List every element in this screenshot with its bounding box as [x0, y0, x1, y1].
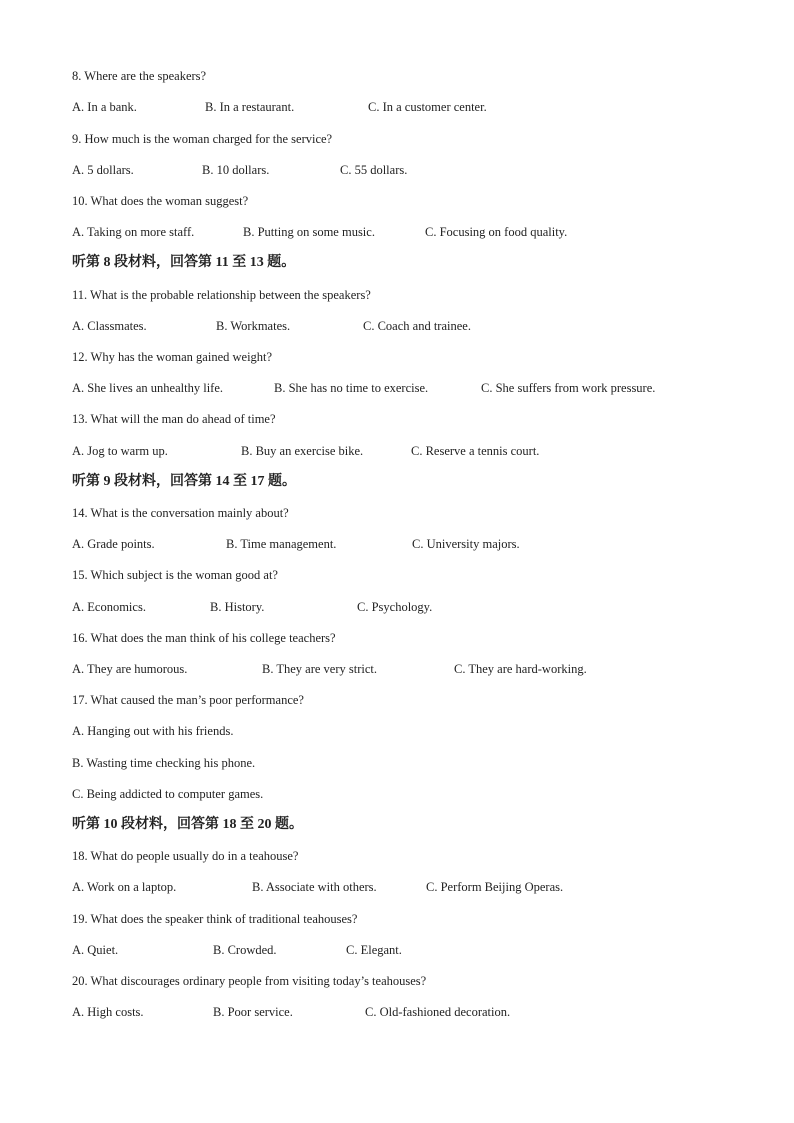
option-b: B. History. [210, 600, 265, 614]
option-a: A. Classmates. [72, 319, 147, 333]
options-row [72, 380, 732, 396]
section-heading: 听第 10 段材料，回答第 18 至 20 题。 [72, 817, 303, 832]
options-row [72, 318, 732, 334]
option-c: C. In a customer center. [368, 100, 487, 114]
question-19: 19. What does the speaker think of traditional teahouses? [72, 912, 358, 926]
question-17: 17. What caused the man’s poor performance? [72, 693, 304, 707]
option-a: A. In a bank. [72, 100, 137, 114]
option-b: B. Associate with others. [252, 880, 377, 894]
option-b: B. Poor service. [213, 1005, 293, 1019]
option-a: A. Grade points. [72, 537, 155, 551]
section-heading: 听第 8 段材料，回答第 11 至 13 题。 [72, 255, 296, 270]
option-c: C. Reserve a tennis court. [411, 444, 540, 458]
option-b: B. Crowded. [213, 943, 277, 957]
option-c: C. Elegant. [346, 943, 402, 957]
question-15: 15. Which subject is the woman good at? [72, 568, 278, 582]
option-a: A. She lives an unhealthy life. [72, 381, 224, 395]
option-c: C. She suffers from work pressure. [481, 381, 656, 395]
option-a: A. 5 dollars. [72, 163, 134, 177]
question-16: 16. What does the man think of his college teachers? [72, 631, 336, 645]
question-18: 18. What do people usually do in a teahouse? [72, 849, 299, 863]
option-b: B. Buy an exercise bike. [241, 444, 364, 458]
question-13: 13. What will the man do ahead of time? [72, 412, 276, 426]
question-9: 9. How much is the woman charged for the service? [72, 132, 333, 146]
options-row [72, 443, 732, 459]
options-row [72, 224, 732, 240]
option-b: B. She has no time to exercise. [274, 381, 429, 395]
option-b: B. Time management. [226, 537, 337, 551]
option-c: C. Being addicted to computer games. [72, 787, 264, 801]
question-11: 11. What is the probable relationship between the speakers? [72, 288, 371, 302]
options-row [72, 536, 732, 552]
option-c: C. Old-fashioned decoration. [365, 1005, 511, 1019]
options-row [72, 1004, 732, 1020]
question-20: 20. What discourages ordinary people from visiting today’s teahouses? [72, 974, 427, 988]
question-10: 10. What does the woman suggest? [72, 194, 249, 208]
option-c: C. Focusing on food quality. [425, 225, 568, 239]
question-8: 8. Where are the speakers? [72, 69, 207, 83]
section-heading: 听第 9 段材料，回答第 14 至 17 题。 [72, 474, 296, 489]
option-c: C. Coach and trainee. [363, 319, 471, 333]
question-14: 14. What is the conversation mainly about? [72, 506, 289, 520]
options-row [72, 661, 732, 677]
option-a: A. Jog to warm up. [72, 444, 168, 458]
option-b: B. Wasting time checking his phone. [72, 756, 256, 770]
option-c: C. They are hard-working. [454, 662, 587, 676]
options-row [72, 879, 732, 895]
option-c: C. Perform Beijing Operas. [426, 880, 564, 894]
option-a: A. High costs. [72, 1005, 144, 1019]
option-a: A. Economics. [72, 600, 146, 614]
option-c: C. University majors. [412, 537, 520, 551]
option-c: C. 55 dollars. [340, 163, 408, 177]
option-b: B. They are very strict. [262, 662, 378, 676]
option-b: B. Workmates. [216, 319, 291, 333]
option-b: B. In a restaurant. [205, 100, 295, 114]
option-c: C. Psychology. [357, 600, 433, 614]
question-12: 12. Why has the woman gained weight? [72, 350, 273, 364]
option-a: A. Taking on more staff. [72, 225, 195, 239]
option-a: A. They are humorous. [72, 662, 188, 676]
options-row [72, 99, 732, 115]
option-b: B. 10 dollars. [202, 163, 270, 177]
option-a: A. Hanging out with his friends. [72, 724, 234, 738]
option-a: A. Work on a laptop. [72, 880, 177, 894]
option-b: B. Putting on some music. [243, 225, 375, 239]
option-a: A. Quiet. [72, 943, 119, 957]
options-row [72, 162, 732, 178]
options-row [72, 942, 732, 958]
options-row [72, 599, 732, 615]
